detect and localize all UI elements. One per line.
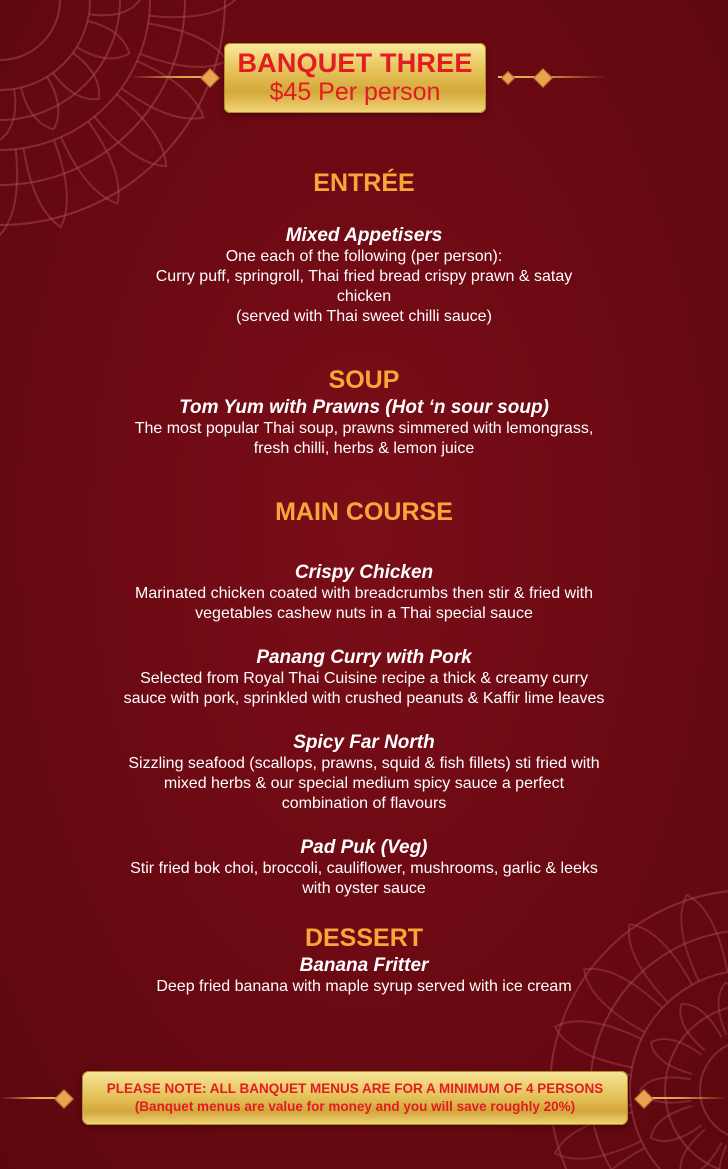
section-title-soup: SOUP xyxy=(328,366,400,394)
diamond-icon xyxy=(634,1089,654,1109)
note-line-2: (Banquet menus are value for money and you will save roughly 20%) xyxy=(134,1099,576,1114)
dish-name: Panang Curry with Pork xyxy=(256,647,472,668)
section-title-entree: ENTRÉE xyxy=(313,169,415,197)
banner-title: BANQUET THREE xyxy=(237,48,473,78)
section-title-dessert: DESSERT xyxy=(304,924,424,952)
note-line-1: PLEASE NOTE: ALL BANQUET MENUS ARE FOR A MINIMUM OF 4 PERSONS xyxy=(106,1081,604,1096)
diamond-icon xyxy=(54,1089,74,1109)
dish-name: Banana Fritter xyxy=(299,955,429,976)
dish-description: Marinated chicken coated with breadcrumbs then stir & fried with vegetables cashew nuts in a Thai special sauce xyxy=(135,585,593,622)
mandala-ornament-icon xyxy=(0,0,240,240)
dish-name: Pad Puk (Veg) xyxy=(300,837,428,858)
dish-description: Stir fried bok choi, broccoli, cauliflower, mushrooms, garlic & leeks with oyster sauce xyxy=(130,860,598,897)
diamond-icon xyxy=(533,68,553,88)
banquet-banner xyxy=(224,43,486,113)
banner-price: $45 Per person xyxy=(269,78,441,106)
dish-description: Sizzling seafood (scallops, prawns, squid & fish fillets) sti fried with mixed herbs & our special medium spicy sauce a perfect combination of flavours xyxy=(128,755,600,812)
divider-line-left xyxy=(0,1097,58,1099)
section-title-main-course: MAIN COURSE xyxy=(275,498,453,526)
dish-description: One each of the following (per person): Curry puff, springroll, Thai fried bread crispy prawn & satay chicken (served with Thai sweet chilli sauce) xyxy=(155,248,573,325)
dish-name: Spicy Far North xyxy=(293,732,435,753)
minimum-persons-note xyxy=(82,1071,628,1125)
dish-description: The most popular Thai soup, prawns simmered with lemongrass, fresh chilli, herbs & lemon juice xyxy=(134,420,594,457)
dish-name: Tom Yum with Prawns (Hot ‘n sour soup) xyxy=(179,397,549,418)
dish-description: Selected from Royal Thai Cuisine recipe a thick & creamy curry sauce with pork, sprinkled with crushed peanuts & Kaffir lime leaves xyxy=(123,670,605,707)
dish-name: Crispy Chicken xyxy=(294,562,434,583)
dish-name: Mixed Appetisers xyxy=(285,225,443,246)
dish-description: Deep fried banana with maple syrup served with ice cream xyxy=(156,978,572,995)
diamond-icon xyxy=(501,71,515,85)
divider-line-right xyxy=(648,1097,728,1099)
diamond-icon xyxy=(200,68,220,88)
